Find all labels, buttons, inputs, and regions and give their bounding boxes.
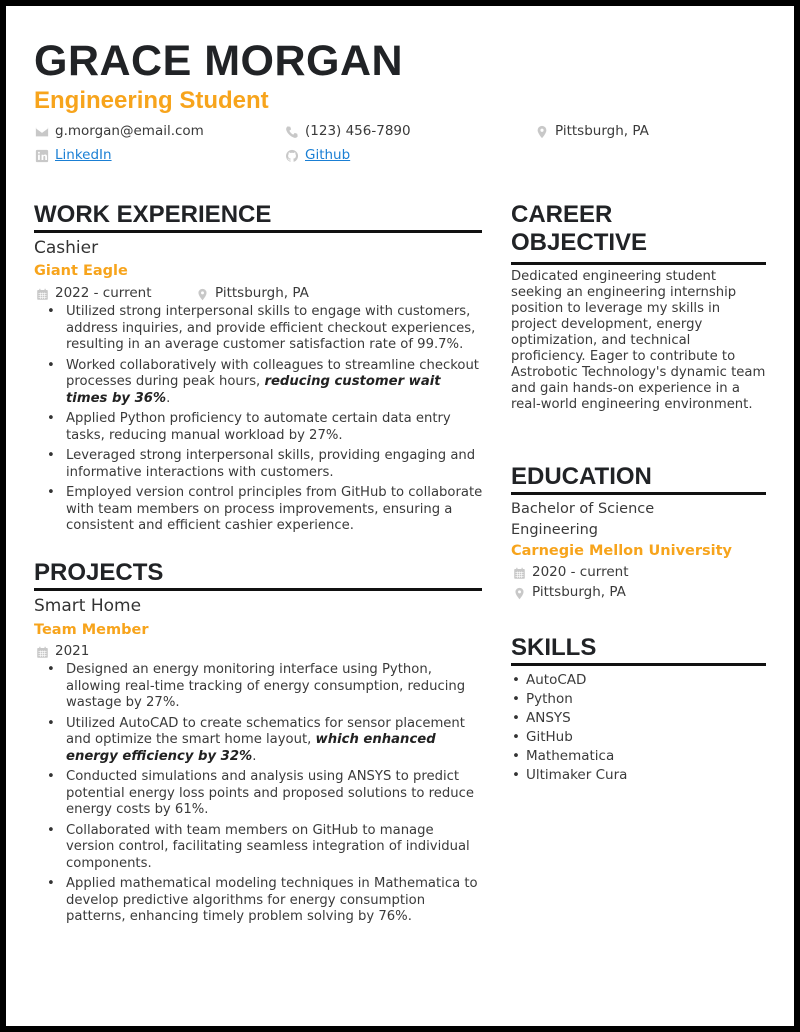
section-heading-education: EDUCATION — [511, 463, 652, 490]
section-divider — [511, 492, 766, 495]
project-name: Smart Home — [34, 596, 142, 616]
resume-page — [6, 6, 794, 1026]
github-link[interactable]: Github — [305, 147, 351, 164]
section-divider — [34, 588, 482, 591]
education-dates-text: 2020 - current — [532, 564, 629, 581]
section-heading-work: WORK EXPERIENCE — [34, 201, 272, 228]
envelope-icon — [35, 125, 49, 139]
project-dates-text: 2021 — [55, 643, 90, 660]
objective-heading-line2: OBJECTIVE — [511, 229, 648, 256]
contact-location — [535, 125, 649, 139]
contact-linkedin — [35, 149, 112, 163]
job-location-text: Pittsburgh, PA — [215, 285, 309, 302]
linkedin-link[interactable]: LinkedIn — [55, 147, 112, 164]
objective-text: Dedicated engineering student seeking an engineering internship position to leverage my skills in project development, energy optimization, and technical proficiency. Eager to contribute to Astrobotic Technology's dynamic team and gain hands-on experience in a real-world engineering environment. — [511, 269, 766, 412]
job-company: Giant Eagle — [34, 263, 128, 279]
candidate-name: GRACE MORGAN — [34, 37, 404, 85]
objective-heading-line1: CAREER — [511, 201, 613, 228]
calendar-icon — [512, 566, 526, 580]
list-item: • Collaborated with team members on GitHub to manage version control, facilitating seamless integration of individual components. — [35, 823, 485, 873]
project-role: Team Member — [34, 622, 149, 638]
list-item: • Conducted simulations and analysis using ANSYS to predict potential energy loss points and proposed solutions to reduce energy costs by 61%. — [35, 769, 485, 819]
section-divider — [511, 663, 766, 666]
list-item: • Applied mathematical modeling techniques in Mathematica to develop predictive algorithms for energy consumption patterns, enhancing timely problem solving by 76%. — [35, 876, 485, 926]
list-item: • Utilized strong interpersonal skills to engage with customers, address inquiries, and provide efficient checkout experiences, resulting in an average customer satisfaction rate of 99.7%. — [35, 304, 485, 354]
job-location — [195, 287, 309, 301]
list-item: • Leveraged strong interpersonal skills, providing engaging and informative interactions with customers. — [35, 448, 485, 481]
job-role: Cashier — [34, 238, 99, 258]
map-pin-icon — [195, 287, 209, 301]
section-heading-projects: PROJECTS — [34, 559, 164, 586]
location-text: Pittsburgh, PA — [555, 123, 649, 140]
project-dates — [35, 645, 89, 659]
skill-item: • ANSYS — [511, 709, 766, 728]
map-pin-icon — [535, 125, 549, 139]
job-bullets — [35, 304, 485, 539]
contact-github — [285, 149, 350, 163]
field-of-study: Engineering — [511, 522, 598, 538]
education-location-text: Pittsburgh, PA — [532, 584, 626, 601]
skill-item: • Python — [511, 690, 766, 709]
phone-icon — [285, 125, 299, 139]
skill-item: • AutoCAD — [511, 671, 766, 690]
calendar-icon — [35, 645, 49, 659]
project-bullets — [35, 662, 485, 930]
degree: Bachelor of Science — [511, 501, 655, 517]
map-pin-icon — [512, 586, 526, 600]
section-divider — [511, 262, 766, 265]
section-divider — [34, 230, 482, 233]
list-item: • Designed an energy monitoring interface using Python, allowing real-time tracking of energy consumption, reducing wastage by 27%. — [35, 662, 485, 712]
contact-email — [35, 125, 204, 139]
skill-item: • Ultimaker Cura — [511, 766, 766, 785]
list-item: • Worked collaboratively with colleagues to streamline checkout processes during peak hours, reducing customer wait times by 36%. — [35, 358, 485, 408]
list-item: • Utilized AutoCAD to create schematics for sensor placement and optimize the smart home layout, which enhanced energy efficiency by 32%. — [35, 716, 485, 766]
job-dates-text: 2022 - current — [55, 285, 152, 302]
education-location — [512, 586, 626, 600]
skill-item: • Mathematica — [511, 747, 766, 766]
section-heading-skills: SKILLS — [511, 634, 597, 661]
linkedin-icon — [35, 149, 49, 163]
phone-text: (123) 456-7890 — [305, 123, 411, 140]
education-dates — [512, 566, 629, 580]
github-icon — [285, 149, 299, 163]
email-text: g.morgan@email.com — [55, 123, 204, 140]
section-heading-objective — [511, 201, 647, 257]
candidate-title: Engineering Student — [34, 87, 269, 114]
school-name: Carnegie Mellon University — [511, 543, 732, 559]
contact-phone — [285, 125, 411, 139]
skill-item: • GitHub — [511, 728, 766, 747]
skills-list — [511, 671, 766, 785]
list-item: • Employed version control principles from GitHub to collaborate with team members on process improvements, ensuring a consistent and efficient cashier experience. — [35, 485, 485, 535]
calendar-icon — [35, 287, 49, 301]
job-dates — [35, 287, 152, 301]
list-item: • Applied Python proficiency to automate certain data entry tasks, reducing manual workload by 27%. — [35, 411, 485, 444]
